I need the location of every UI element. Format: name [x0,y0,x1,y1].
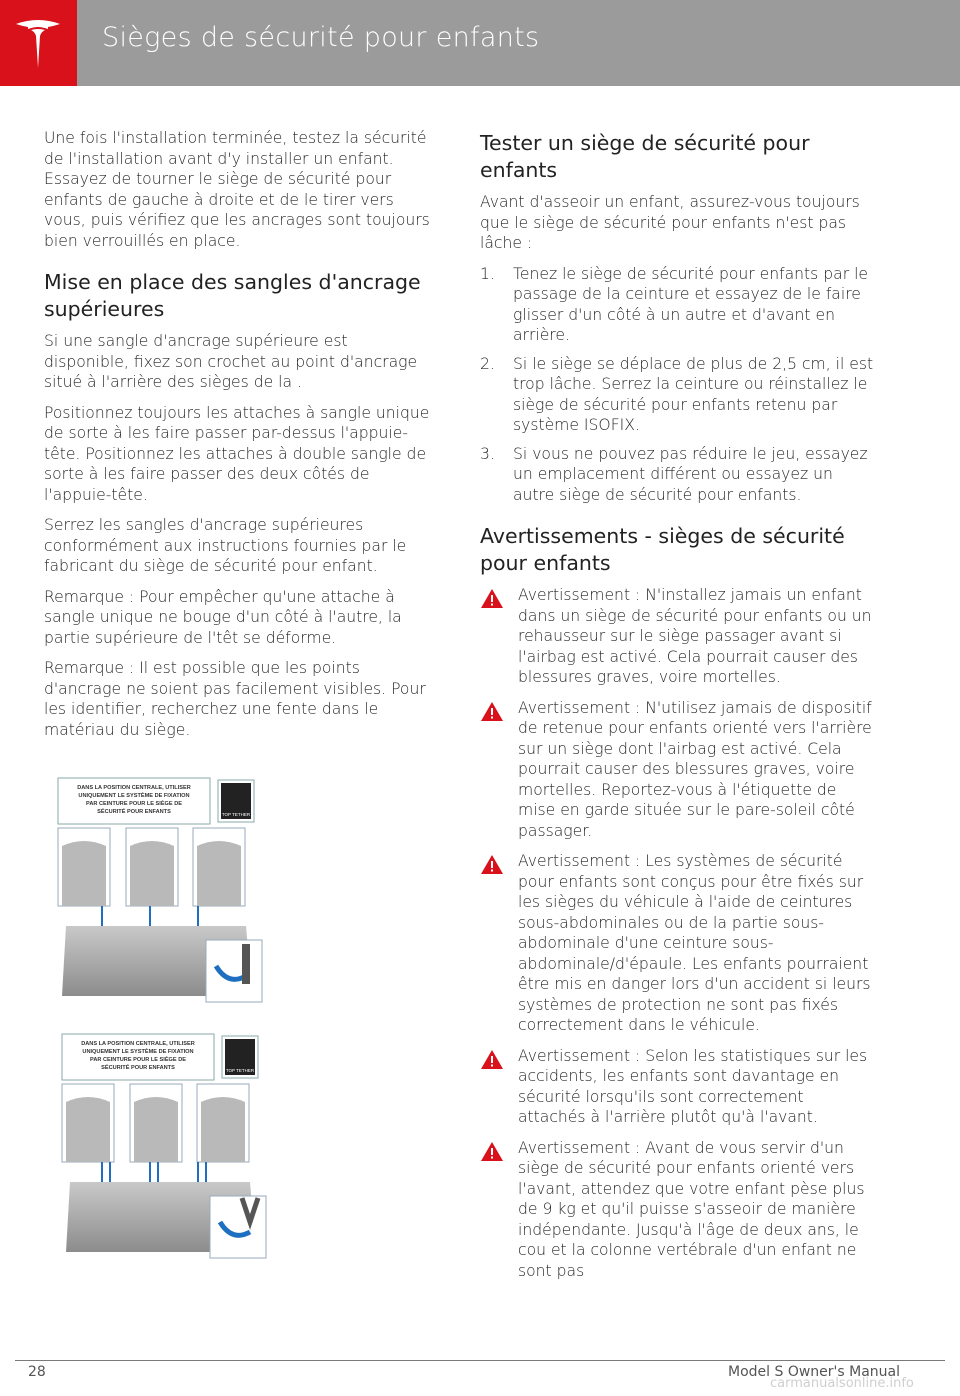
list-item [480,444,875,506]
warning-block [480,851,875,1036]
warning-block [480,698,875,842]
warning-text: Avertissement : N'installez jamais un enfant dans un siège de sécurité pour enfants ou un rehausseur sur le siège passager avant si l'airbag est activé. Cela pourrait causer des blessures graves, voire mortelles. [518,586,872,686]
svg-text:PAR CEINTURE POUR LE SIÈGE DE: PAR CEINTURE POUR LE SIÈGE DE [90,1057,186,1063]
tesla-t-icon [14,18,62,70]
svg-text:TOP TETHER: TOP TETHER [225,1068,255,1073]
paragraph: Serrez les sangles d'ancrage supérieures conformément aux instructions fournies par le fabricant du siège de sécurité pour enfant. [44,516,407,575]
warning-block [480,1138,875,1282]
tesla-logo [0,0,77,86]
warning-triangle-icon [480,588,504,609]
test-intro: Avant d'asseoir un enfant, assurez-vous toujours que le siège de sécurité pour enfants n'est pas lâche : [480,193,860,252]
step-text: Si le siège se déplace de plus de 2,5 cm, il est trop lâche. Serrez la ceinture ou réinstallez le siège de sécurité pour enfants retenu par système ISOFIX. [513,354,874,434]
section-heading-tether: Mise en place des sangles d'ancrage supérieures [44,270,421,321]
warning-text: Avertissement : Selon les statistiques sur les accidents, les enfants sont davantage en sécurité lorsqu'ils sont correctement attachés à l'arrière plutôt qu'à l'avant. [518,1046,868,1126]
watermark: carmanualsonline.info [770,1376,914,1391]
intro-paragraph: Une fois l'installation terminée, testez la sécurité de l'installation avant d'y installer un enfant. Essayez de tourner le siège de sécurité pour enfants de gauche à droite et de le tirer vers vous, puis vérifiez que les ancrages sont toujours bien verrouillés en place. [44,129,430,250]
step-number: 1. [480,264,495,283]
note-paragraph: Remarque : Il est possible que les points d'ancrage ne soient pas facilement visibles. Pour les identifier, recherchez une fente dans le matériau du siège. [44,659,426,739]
warning-text: Avertissement : Avant de vous servir d'un siège de sécurité pour enfants orienté vers l'avant, attendez que votre enfant pèse plus de 9 kg et qu'il puisse s'asseoir de manière indépendante. Jusqu'à l'âge de deux ans, le cou et la colonne vertébrale d'un enfant ne sont pas [518,1138,865,1280]
warning-text: Avertissement : Les systèmes de sécurité pour enfants sont conçus pour être fixés sur les sièges du véhicule à l'aide de ceintures sous-abdominales ou de la partie sous-abdominale d'une ceinture sous-abdominale/d'épaule. Les enfants pourraient être mis en danger lors d'un accident si leurs systèmes de protection ne sont pas fixés correctement dans le véhicule. [518,852,871,1034]
note-paragraph: Remarque : Pour empêcher qu'une attache à sangle unique ne bouge d'un côté à l'autre, la partie supérieure de l'têt se déforme. [44,587,402,647]
seat-diagram-bottom [62,1034,266,1258]
warning-block [480,585,875,688]
svg-text:DANS LA POSITION CENTRALE, UTI: DANS LA POSITION CENTRALE, UTILISER [81,1041,195,1047]
svg-text:SÉCURITÉ POUR ENFANTS: SÉCURITÉ POUR ENFANTS [97,809,171,815]
svg-text:SÉCURITÉ POUR ENFANTS: SÉCURITÉ POUR ENFANTS [101,1065,175,1071]
section-heading-test: Tester un siège de sécurité pour enfants [480,131,810,182]
seat-diagram-top [58,778,262,1002]
right-column [480,130,875,1291]
page-title: Sièges de sécurité pour enfants [102,22,540,53]
svg-text:UNIQUEMENT LE SYSTÈME DE FIXAT: UNIQUEMENT LE SYSTÈME DE FIXATION [82,1049,194,1055]
label-text: DANS LA POSITION CENTRALE, UTILISER [77,785,191,791]
warning-triangle-icon [480,1141,504,1162]
warning-triangle-icon [480,701,504,722]
svg-text:PAR CEINTURE POUR LE SIÈGE DE: PAR CEINTURE POUR LE SIÈGE DE [86,801,182,807]
list-item [480,264,875,346]
svg-text:TOP TETHER: TOP TETHER [221,812,251,817]
paragraph: Si une sangle d'ancrage supérieure est disponible, fixez son crochet au point d'ancrage situé à l'arrière des sièges de la . [44,332,418,391]
page-number: 28 [28,1364,46,1380]
rear-seat-tether-illustration [56,776,268,1270]
paragraph: Positionnez toujours les attaches à sangle unique de sorte à les faire passer par-dessus l'appuie-tête. Positionnez les attaches à double sangle de sorte à les faire passer des deux côtés de l'appuie-tête. [44,403,430,504]
step-number: 2. [480,354,495,373]
page-header [0,0,960,86]
step-text: Tenez le siège de sécurité pour enfants par le passage de la ceinture et essayez de le faire glisser d'un côté à un autre et d'avant en arrière. [513,264,869,344]
step-text: Si vous ne pouvez pas réduire le jeu, essayez un emplacement différent ou essayez un autre siège de sécurité pour enfants. [513,444,868,504]
footer-divider [15,1360,945,1361]
left-column [44,128,436,750]
warning-triangle-icon [480,854,504,875]
warning-text: Avertissement : N'utilisez jamais de dispositif de retenue pour enfants orienté vers l'arrière sur un siège dont l'airbag est activé. Cela pourrait causer des blessures graves, voire mortelles. Reportez-vous à l'étiquette de mise en garde située sur le pare-soleil côté passager. [518,698,872,840]
step-number: 3. [480,444,495,463]
warning-triangle-icon [480,1049,504,1070]
warning-block [480,1046,875,1128]
svg-text:UNIQUEMENT LE SYSTÈME DE FIXAT: UNIQUEMENT LE SYSTÈME DE FIXATION [78,793,190,799]
manual-name: Model S Owner's Manual [728,1364,900,1380]
section-heading-warnings: Avertissements - sièges de sécurité pour enfants [480,524,845,575]
list-item [480,354,875,436]
test-steps [480,264,875,506]
